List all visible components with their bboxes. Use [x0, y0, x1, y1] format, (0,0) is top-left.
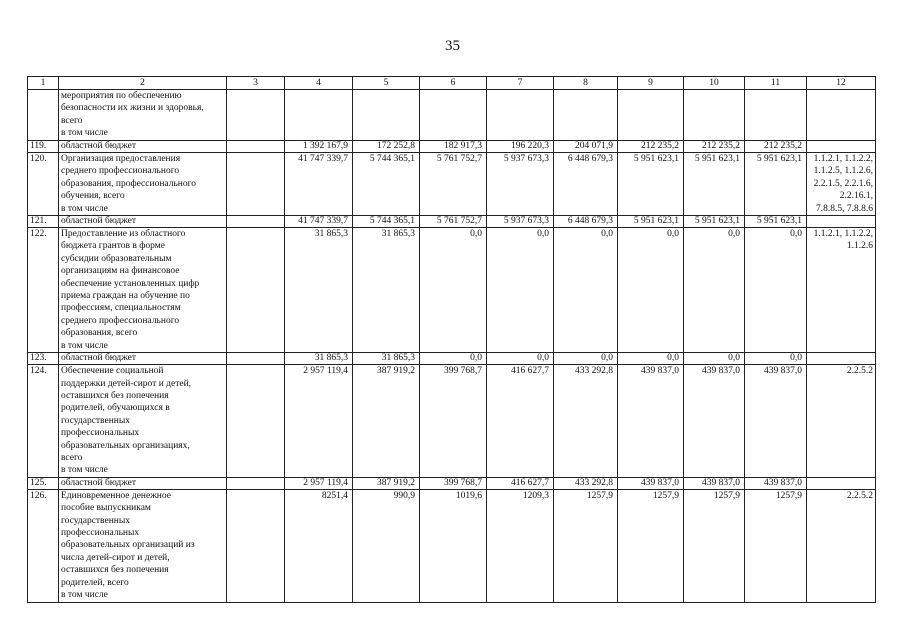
amount-cell: 0,0: [420, 353, 487, 365]
row-number: 119.: [28, 141, 59, 153]
amount-cell: 5 937 673,3: [487, 153, 554, 216]
page-number: 35: [445, 38, 460, 54]
amount-cell: 0,0: [684, 353, 745, 365]
amount-cell: 31 865,3: [353, 228, 420, 353]
table-row: [28, 477, 876, 489]
amount-cell: 5 937 673,3: [487, 216, 554, 228]
cell-line: в том числе: [61, 465, 108, 476]
cell-line: 2.2.16.1,: [839, 191, 873, 202]
amount-cell: 416 627,7: [487, 477, 554, 489]
target-codes: [807, 489, 876, 602]
amount-cell: 5 951 623,1: [618, 153, 684, 216]
cell-line: оставшихся без попечения: [61, 390, 169, 401]
column-number: 11: [745, 77, 807, 90]
column-number: 6: [420, 77, 487, 90]
cell-line: Организация предоставления: [61, 154, 181, 164]
amount-cell: 0,0: [554, 228, 618, 353]
cell-line: государственных: [61, 515, 131, 526]
target-codes: [807, 365, 876, 478]
column-number: 3: [227, 77, 285, 90]
row-number: 124.: [28, 365, 59, 478]
target-codes: [807, 216, 876, 228]
column-3-cell: [227, 228, 285, 353]
amount-cell: 0,0: [487, 228, 554, 353]
cell-line: Единовременное денежное: [61, 490, 171, 501]
cell-line: всего: [61, 115, 83, 126]
amount-cell: 212 235,2: [618, 141, 684, 153]
amount-cell: 5 761 752,7: [420, 216, 487, 228]
cell-line: Обеспечение социальной: [61, 366, 164, 377]
amount-cell: 1257,9: [684, 489, 745, 602]
cell-line: 2.2.5.2: [846, 366, 873, 377]
amount-cell: 0,0: [487, 353, 554, 365]
column-3-cell: [227, 477, 285, 489]
amount-cell: 182 917,3: [420, 141, 487, 153]
amount-cell: 439 837,0: [745, 477, 807, 489]
cell-line: обеспечение установленных цифр: [61, 278, 200, 289]
table-body: [28, 77, 876, 603]
amount-cell: 8251,4: [285, 489, 353, 602]
cell-line: областной бюджет: [61, 141, 137, 151]
table-row: [28, 216, 876, 228]
column-number: 9: [618, 77, 684, 90]
cell-line: мероприятия по обеспечению: [61, 91, 182, 101]
target-codes: [807, 153, 876, 216]
column-3-cell: [227, 216, 285, 228]
cell-line: числа детей-сирот и детей,: [61, 552, 170, 563]
column-3-cell: [227, 365, 285, 478]
amount-cell: 439 837,0: [745, 365, 807, 478]
amount-cell: 41 747 339,7: [285, 216, 353, 228]
table-row: [28, 141, 876, 153]
amount-cell: 5 744 365,1: [353, 216, 420, 228]
budget-table: [27, 76, 876, 603]
cell-line: всего: [61, 452, 83, 463]
amount-cell: 439 837,0: [618, 365, 684, 478]
measure-name: [59, 365, 227, 478]
cell-line: безопасности их жизни и здоровья,: [61, 103, 204, 114]
amount-cell: [353, 90, 420, 141]
amount-cell: 399 768,7: [420, 477, 487, 489]
cell-line: областной бюджет: [61, 477, 137, 488]
amount-cell: 439 837,0: [618, 477, 684, 489]
column-number: 5: [353, 77, 420, 90]
target-codes: [807, 353, 876, 365]
cell-line: в том числе: [61, 203, 108, 214]
amount-cell: 387 919,2: [353, 477, 420, 489]
cell-line: 2.2.1.5, 2.2.1.6,: [813, 178, 873, 189]
cell-line: Предоставление из областного: [61, 229, 186, 240]
cell-line: 1.1.2.5, 1.1.2.6,: [813, 166, 873, 177]
cell-line: родителей, всего: [61, 577, 129, 588]
cell-line: профессиональных: [61, 527, 140, 538]
row-number: 125.: [28, 477, 59, 489]
column-3-cell: [227, 489, 285, 602]
target-codes: [807, 141, 876, 153]
cell-line: областной бюджет: [61, 353, 137, 364]
amount-cell: 212 235,2: [684, 141, 745, 153]
amount-cell: [745, 90, 807, 141]
table-row: [28, 353, 876, 365]
amount-cell: [618, 90, 684, 141]
amount-cell: 433 292,8: [554, 477, 618, 489]
cell-line: субсидии образовательным: [61, 253, 172, 264]
cell-line: 2.2.5.2: [846, 490, 873, 501]
amount-cell: 6 448 679,3: [554, 153, 618, 216]
amount-cell: 5 951 623,1: [745, 216, 807, 228]
column-3-cell: [227, 90, 285, 141]
measure-name: [59, 353, 227, 365]
table-row: [28, 90, 876, 141]
amount-cell: 1257,9: [618, 489, 684, 602]
cell-line: в том числе: [61, 590, 108, 600]
amount-cell: 5 951 623,1: [618, 216, 684, 228]
amount-cell: 1257,9: [554, 489, 618, 602]
amount-cell: 0,0: [554, 353, 618, 365]
cell-line: образования, всего: [61, 328, 138, 339]
amount-cell: 990,9: [353, 489, 420, 602]
amount-cell: 31 865,3: [285, 228, 353, 353]
cell-line: бюджета грантов в форме: [61, 241, 165, 252]
row-number: 123.: [28, 353, 59, 365]
cell-line: в том числе: [61, 128, 108, 139]
amount-cell: 5 761 752,7: [420, 153, 487, 216]
cell-line: образовательных организациях,: [61, 440, 190, 451]
measure-name: [59, 216, 227, 228]
column-number: 1: [28, 77, 59, 90]
cell-line: среднего профессионального: [61, 166, 180, 177]
amount-cell: 196 220,3: [487, 141, 554, 153]
cell-line: образования, профессионального: [61, 178, 197, 189]
measure-name: [59, 153, 227, 216]
table-row: [28, 228, 876, 353]
table-row: [28, 365, 876, 478]
cell-line: государственных: [61, 415, 131, 426]
cell-line: областной бюджет: [61, 216, 137, 227]
cell-line: образовательных организаций из: [61, 540, 195, 551]
column-number: 10: [684, 77, 745, 90]
amount-cell: [554, 90, 618, 141]
amount-cell: 0,0: [618, 353, 684, 365]
amount-cell: 5 951 623,1: [684, 216, 745, 228]
amount-cell: 387 919,2: [353, 365, 420, 478]
column-number: 4: [285, 77, 353, 90]
amount-cell: 0,0: [745, 228, 807, 353]
amount-cell: 1019,6: [420, 489, 487, 602]
cell-line: профессиям, специальностям: [61, 303, 181, 314]
amount-cell: 204 071,9: [554, 141, 618, 153]
amount-cell: 0,0: [745, 353, 807, 365]
amount-cell: [487, 90, 554, 141]
amount-cell: 31 865,3: [353, 353, 420, 365]
row-number: 126.: [28, 489, 59, 602]
row-number: 120.: [28, 153, 59, 216]
amount-cell: 1 392 167,9: [285, 141, 353, 153]
amount-cell: 399 768,7: [420, 365, 487, 478]
measure-name: [59, 228, 227, 353]
column-number: 2: [59, 77, 227, 90]
amount-cell: 0,0: [618, 228, 684, 353]
cell-line: в том числе: [61, 340, 108, 351]
table-row: [28, 153, 876, 216]
cell-line: организациям на финансовое: [61, 266, 180, 277]
target-codes: [807, 228, 876, 353]
column-number-row: [28, 77, 876, 90]
amount-cell: [684, 90, 745, 141]
amount-cell: 2 957 119,4: [285, 365, 353, 478]
column-number: 8: [554, 77, 618, 90]
table-row: [28, 489, 876, 602]
amount-cell: 172 252,8: [353, 141, 420, 153]
column-number: 7: [487, 77, 554, 90]
amount-cell: 5 744 365,1: [353, 153, 420, 216]
cell-line: пособие выпускникам: [61, 503, 151, 514]
row-number: 121.: [28, 216, 59, 228]
amount-cell: 439 837,0: [684, 477, 745, 489]
amount-cell: 0,0: [684, 228, 745, 353]
cell-line: поддержки детей-сирот и детей,: [61, 378, 192, 389]
amount-cell: [420, 90, 487, 141]
cell-line: среднего профессионального: [61, 315, 180, 326]
column-3-cell: [227, 153, 285, 216]
column-number: 12: [807, 77, 876, 90]
cell-line: оставшихся без попечения: [61, 565, 169, 576]
cell-line: 1.1.2.1, 1.1.2.2,: [813, 229, 873, 240]
amount-cell: 6 448 679,3: [554, 216, 618, 228]
cell-line: родителей, обучающихся в: [61, 403, 170, 414]
amount-cell: 2 957 119,4: [285, 477, 353, 489]
measure-name: [59, 477, 227, 489]
cell-line: профессиональных: [61, 428, 140, 439]
amount-cell: 433 292,8: [554, 365, 618, 478]
amount-cell: 416 627,7: [487, 365, 554, 478]
amount-cell: 31 865,3: [285, 353, 353, 365]
cell-line: 1.1.2.1, 1.1.2.2,: [813, 154, 873, 164]
measure-name: [59, 141, 227, 153]
amount-cell: 5 951 623,1: [684, 153, 745, 216]
column-3-cell: [227, 353, 285, 365]
cell-line: 1.1.2.6: [846, 241, 873, 252]
amount-cell: 1257,9: [745, 489, 807, 602]
target-codes: [807, 477, 876, 489]
amount-cell: 1209,3: [487, 489, 554, 602]
column-3-cell: [227, 141, 285, 153]
amount-cell: [285, 90, 353, 141]
target-codes: [807, 90, 876, 141]
amount-cell: 5 951 623,1: [745, 153, 807, 216]
measure-name: [59, 90, 227, 141]
amount-cell: 212 235,2: [745, 141, 807, 153]
measure-name: [59, 489, 227, 602]
cell-line: приема граждан на обучение по: [61, 291, 190, 302]
amount-cell: 41 747 339,7: [285, 153, 353, 216]
amount-cell: 439 837,0: [684, 365, 745, 478]
amount-cell: 0,0: [420, 228, 487, 353]
cell-line: обучения, всего: [61, 191, 125, 202]
row-number: [28, 90, 59, 141]
row-number: 122.: [28, 228, 59, 353]
cell-line: 7.8.8.5, 7.8.8.6: [816, 203, 873, 214]
